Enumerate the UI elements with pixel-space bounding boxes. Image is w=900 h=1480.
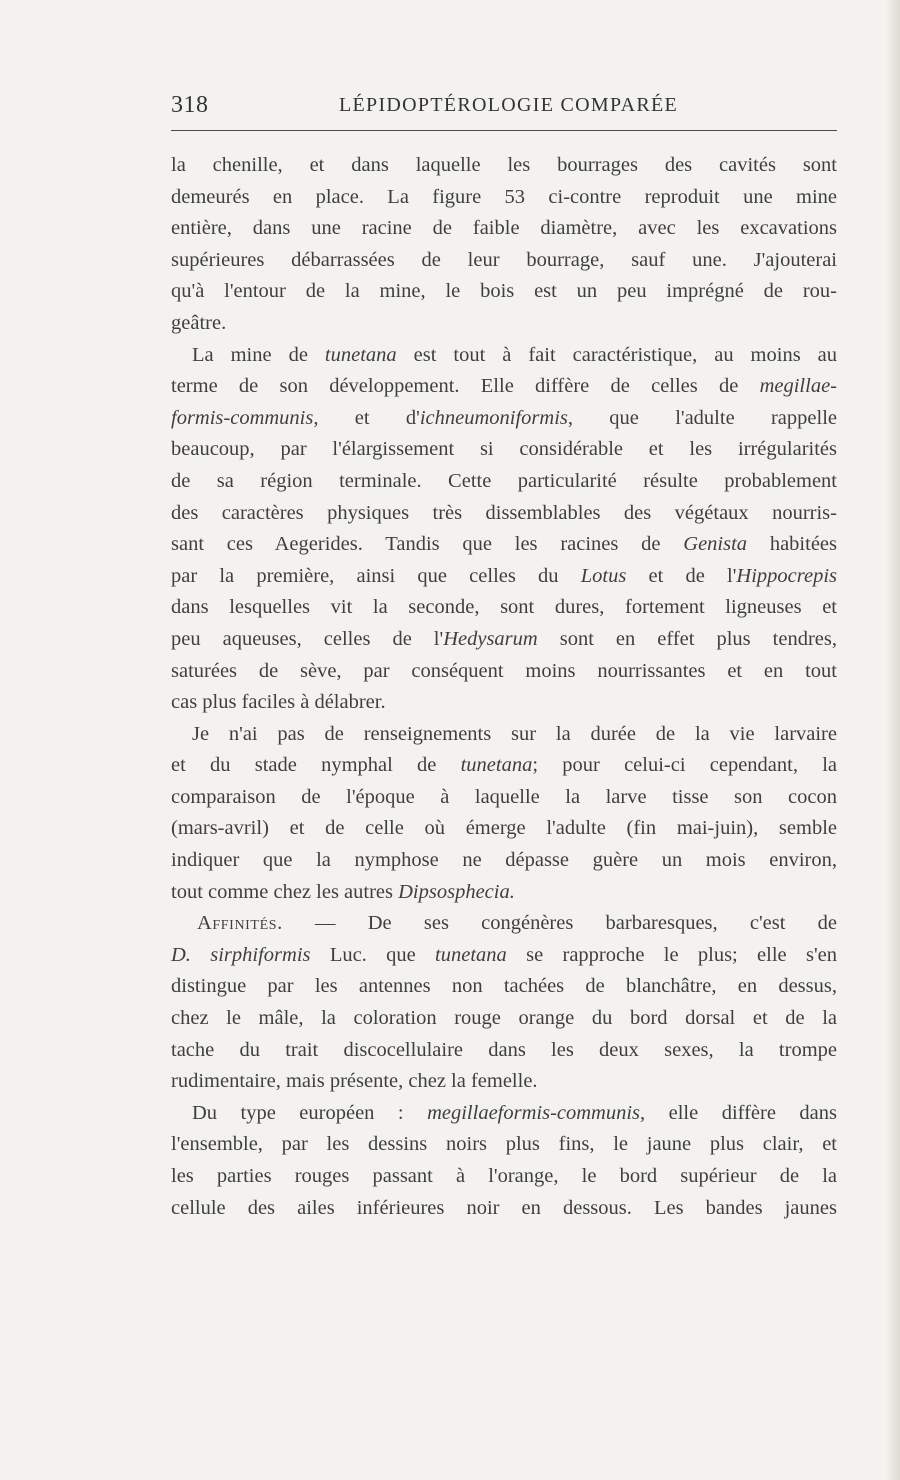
- text-line: [171, 308, 837, 340]
- text-line: [171, 624, 837, 656]
- text-line: [171, 656, 837, 688]
- text-line: [171, 940, 837, 972]
- text-line: [171, 719, 837, 751]
- text-segment: terme de son développement. Elle diffère de celles de: [171, 375, 760, 398]
- italic-term: megillae-: [759, 375, 837, 398]
- body-text: [171, 150, 837, 1224]
- text-line: [171, 213, 837, 245]
- text-line: [171, 687, 837, 719]
- text-segment: beaucoup, par l'élargissement si considérable et les irrégularités: [171, 438, 837, 461]
- text-segment: par la première, ainsi que celles du: [171, 564, 581, 587]
- text-line: [171, 1066, 837, 1098]
- text-segment: , elle diffère dans: [640, 1101, 838, 1124]
- text-line: [171, 466, 837, 498]
- text-line: [171, 529, 837, 561]
- italic-term: tunetana: [460, 754, 533, 777]
- text-line: [171, 592, 837, 624]
- text-line: [171, 813, 837, 845]
- text-line: [171, 561, 837, 593]
- text-segment: demeurés en place. La figure 53 ci-contre reproduit une mine: [171, 185, 837, 208]
- text-line: [171, 1003, 837, 1035]
- text-line: [171, 276, 837, 308]
- italic-term: tunetana: [324, 343, 397, 366]
- text-segment: l'ensemble, par les dessins noirs plus fins, le jaune plus clair, et: [171, 1133, 837, 1156]
- text-segment: peu aqueuses, celles de l': [171, 627, 444, 650]
- italic-term: D. sirphiformis: [171, 943, 311, 966]
- text-segment: de sa région terminale. Cette particularité résulte probablement: [171, 469, 837, 492]
- text-line: [171, 1161, 837, 1193]
- text-line: [171, 371, 837, 403]
- italic-term: tunetana: [435, 943, 507, 966]
- text-line: [171, 782, 837, 814]
- text-segment: , et d': [313, 406, 420, 429]
- text-segment: geâtre.: [171, 311, 227, 334]
- text-segment: ; pour celui-ci cependant, la: [532, 754, 837, 777]
- italic-term: ichneumoniformis: [419, 406, 568, 429]
- italic-term: formis-communis: [171, 406, 314, 429]
- text-line: [171, 908, 837, 940]
- text-line: [171, 340, 837, 372]
- text-segment: — De ses congénères barbaresques, c'est de: [282, 912, 837, 935]
- text-segment: habitées: [747, 533, 837, 556]
- italic-term: Dipsosphecia.: [398, 880, 515, 903]
- text-line: [171, 434, 837, 466]
- text-segment: des caractères physiques très dissemblables des végétaux nourris-: [171, 501, 837, 524]
- text-line: [171, 877, 837, 909]
- text-segment: est tout à fait caractéristique, au moins au: [396, 343, 838, 366]
- page-number: 318: [171, 92, 209, 118]
- text-segment: tout comme chez les autres: [171, 880, 399, 903]
- text-segment: et du stade nymphal de: [171, 754, 461, 777]
- text-line: [171, 182, 837, 214]
- text-segment: cellule des ailes inférieures noir en dessous. Les bandes jaunes: [171, 1196, 837, 1219]
- text-segment: tache du trait discocellulaire dans les deux sexes, la trompe: [171, 1038, 837, 1061]
- text-segment: la chenille, et dans laquelle les bourrages des cavités sont: [171, 154, 837, 176]
- text-line: [171, 845, 837, 877]
- text-segment: dans lesquelles vit la seconde, sont dures, fortement ligneuses et: [171, 596, 837, 619]
- text-line: [171, 498, 837, 530]
- text-segment: les parties rouges passant à l'orange, le bord supérieur de la: [171, 1165, 837, 1187]
- running-title: LÉPIDOPTÉROLOGIE COMPARÉE: [339, 94, 678, 116]
- text-segment: saturées de sève, par conséquent moins nourrissantes et en tout: [171, 659, 837, 682]
- text-segment: sant ces Aegerides. Tandis que les racines de: [171, 533, 684, 556]
- text-line: [171, 403, 837, 435]
- text-line: [171, 971, 837, 1003]
- text-segment: entière, dans une racine de faible diamètre, avec les excavations: [171, 217, 837, 240]
- italic-term: Lotus: [580, 564, 627, 587]
- text-segment: Du type européen :: [192, 1101, 428, 1124]
- text-segment: comparaison de l'époque à laquelle la larve tisse son cocon: [171, 785, 837, 808]
- italic-term: Hippocrepis: [736, 564, 837, 587]
- text-line: [171, 750, 837, 782]
- text-segment: distingue par les antennes non tachées de blanchâtre, en dessus,: [171, 975, 837, 998]
- italic-term: Genista: [683, 533, 748, 556]
- text-segment: et de l': [626, 564, 737, 587]
- text-segment: chez le mâle, la coloration rouge orange du bord dorsal et de la: [171, 1007, 837, 1030]
- text-line: [171, 150, 837, 182]
- text-segment: , que l'adulte rappelle: [567, 406, 837, 429]
- text-line: [171, 245, 837, 277]
- text-line: [171, 1098, 837, 1130]
- text-segment: supérieures débarrassées de leur bourrage, sauf une. J'ajouterai: [171, 248, 837, 271]
- text-segment: (mars-avril) et de celle où émerge l'adulte (fin mai-juin), semble: [171, 817, 837, 840]
- text-segment: Je n'ai pas de renseignements sur la durée de la vie larvaire: [192, 722, 837, 745]
- text-segment: se rapproche le plus; elle s'en: [506, 943, 837, 966]
- page-edge-shadow: [886, 0, 900, 1480]
- text-segment: sont en effet plus tendres,: [537, 627, 837, 650]
- italic-term: megillaeformis-communis: [427, 1101, 641, 1124]
- text-line: [171, 1193, 837, 1225]
- text-segment: qu'à l'entour de la mine, le bois est un peu imprégné de rou-: [171, 280, 837, 303]
- text-segment: cas plus faciles à délabrer.: [171, 691, 386, 714]
- text-segment: indiquer que la nymphose ne dépasse guère un mois environ,: [171, 849, 837, 872]
- text-line: [171, 1129, 837, 1161]
- text-segment: rudimentaire, mais présente, chez la femelle.: [171, 1070, 538, 1093]
- text-segment: Luc. que: [310, 943, 436, 966]
- text-segment: La mine de: [192, 343, 325, 366]
- italic-term: Hedysarum: [443, 627, 538, 650]
- page-header: [171, 90, 837, 131]
- text-line: [171, 1035, 837, 1067]
- section-heading: Affinités.: [197, 912, 283, 935]
